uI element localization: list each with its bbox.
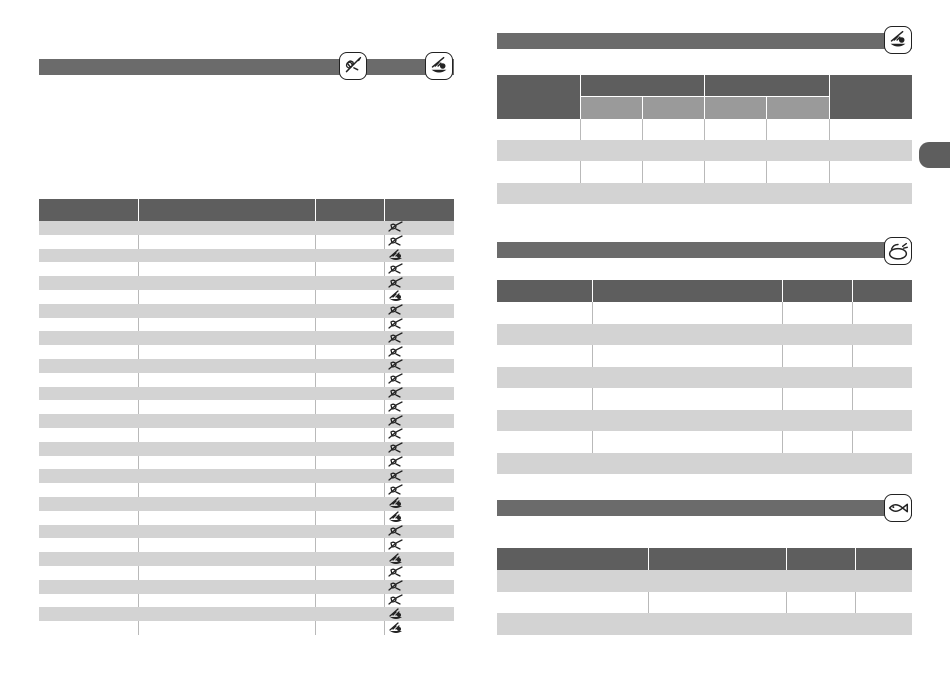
right-section-2-bar	[497, 242, 912, 258]
vegetable-icon	[339, 52, 367, 80]
grain-bowl-icon	[425, 52, 453, 80]
grain-bowl-icon	[884, 26, 912, 54]
right-section-1-bar	[497, 33, 912, 49]
cell-divider	[315, 262, 316, 276]
cell-divider	[384, 318, 385, 332]
cell-divider	[138, 483, 139, 497]
header-hline	[580, 96, 829, 97]
cell-divider	[315, 511, 316, 525]
grain-icon	[387, 608, 405, 621]
cell-divider	[766, 119, 767, 140]
fish-icon	[884, 494, 912, 522]
cell-divider	[384, 511, 385, 525]
cell-divider	[138, 373, 139, 387]
table-row	[497, 570, 912, 592]
right-table-2-header	[497, 280, 912, 302]
cell-divider	[829, 119, 830, 140]
cell-divider	[384, 345, 385, 359]
cell-divider	[786, 592, 787, 613]
header-divider	[786, 548, 787, 570]
cell-divider	[138, 511, 139, 525]
header-divider	[592, 280, 593, 302]
left-table-header	[39, 199, 454, 221]
header-divider	[829, 75, 830, 119]
vegetable-icon	[387, 456, 405, 469]
cell-divider	[384, 262, 385, 276]
cell-divider	[829, 161, 830, 183]
cell-divider	[315, 318, 316, 332]
cell-divider	[642, 161, 643, 183]
cell-divider	[704, 119, 705, 140]
grain-icon	[387, 622, 405, 635]
vegetable-icon	[387, 525, 405, 538]
vegetable-icon	[387, 442, 405, 455]
vegetable-icon	[387, 373, 405, 386]
cell-divider	[384, 594, 385, 608]
cell-divider	[782, 302, 783, 324]
vegetable-icon	[387, 594, 405, 607]
cell-divider	[138, 566, 139, 580]
cell-divider	[766, 161, 767, 183]
header-divider	[648, 548, 649, 570]
cell-divider	[782, 388, 783, 410]
vegetable-icon	[387, 235, 405, 248]
grain-icon	[387, 249, 405, 262]
cell-divider	[315, 483, 316, 497]
cell-divider	[384, 483, 385, 497]
cell-divider	[384, 566, 385, 580]
table-row	[497, 367, 912, 389]
cell-divider	[782, 431, 783, 453]
grain-icon	[387, 553, 405, 566]
header-divider	[782, 280, 783, 302]
cell-divider	[138, 318, 139, 332]
grain-icon	[387, 511, 405, 524]
cell-divider	[315, 373, 316, 387]
header-divider	[580, 75, 581, 119]
table-row	[497, 302, 912, 324]
cell-divider	[138, 538, 139, 552]
left-header-divider	[138, 199, 139, 221]
cell-divider	[704, 161, 705, 183]
cell-divider	[138, 262, 139, 276]
cell-divider	[852, 388, 853, 410]
table-row	[497, 183, 912, 204]
cell-divider	[315, 345, 316, 359]
cell-divider	[384, 373, 385, 387]
cell-divider	[138, 235, 139, 249]
cell-divider	[384, 538, 385, 552]
vegetable-icon	[387, 332, 405, 345]
vegetable-icon	[387, 580, 405, 593]
cell-divider	[592, 302, 593, 324]
table-row	[497, 592, 912, 613]
cell-divider	[852, 302, 853, 324]
vegetable-icon	[387, 428, 405, 441]
cell-divider	[384, 428, 385, 442]
table-row	[497, 324, 912, 346]
cell-divider	[852, 345, 853, 367]
cell-divider	[782, 345, 783, 367]
cell-divider	[138, 345, 139, 359]
cell-divider	[138, 290, 139, 304]
vegetable-icon	[387, 359, 405, 372]
vegetable-icon	[387, 401, 405, 414]
cell-divider	[580, 161, 581, 183]
cell-divider	[315, 235, 316, 249]
page-edge-tab	[919, 142, 950, 168]
table-row	[497, 431, 912, 453]
cell-divider	[315, 456, 316, 470]
table-row	[497, 345, 912, 367]
cell-divider	[384, 235, 385, 249]
cell-divider	[138, 428, 139, 442]
cell-divider	[315, 290, 316, 304]
cell-divider	[138, 594, 139, 608]
vegetable-icon	[387, 470, 405, 483]
cell-divider	[592, 431, 593, 453]
vegetable-icon	[387, 539, 405, 552]
vegetable-icon	[387, 221, 405, 234]
poultry-icon	[884, 237, 912, 265]
cell-divider	[592, 388, 593, 410]
cell-divider	[648, 592, 649, 613]
vegetable-icon	[387, 387, 405, 400]
table-row	[497, 613, 912, 635]
vegetable-icon	[387, 318, 405, 331]
vegetable-icon	[387, 415, 405, 428]
cell-divider	[852, 431, 853, 453]
left-section-bar	[39, 59, 454, 75]
right-table-3-header	[497, 548, 912, 570]
table-row	[497, 140, 912, 161]
cell-divider	[384, 290, 385, 304]
vegetable-icon	[387, 346, 405, 359]
table-row	[497, 453, 912, 475]
cell-divider	[315, 428, 316, 442]
cell-divider	[315, 566, 316, 580]
vegetable-icon	[387, 263, 405, 276]
cell-divider	[384, 621, 385, 635]
cell-divider	[384, 456, 385, 470]
vegetable-icon	[387, 277, 405, 290]
header-divider	[766, 97, 767, 119]
cell-divider	[580, 119, 581, 140]
vegetable-icon	[387, 484, 405, 497]
header-divider	[642, 97, 643, 119]
cell-divider	[138, 456, 139, 470]
cell-divider	[315, 594, 316, 608]
vegetable-icon	[387, 566, 405, 579]
cell-divider	[855, 592, 856, 613]
grain-icon	[387, 290, 405, 303]
cell-divider	[315, 621, 316, 635]
grain-icon	[387, 497, 405, 510]
cell-divider	[315, 538, 316, 552]
cell-divider	[138, 621, 139, 635]
left-header-divider	[384, 199, 385, 221]
cell-divider	[384, 400, 385, 414]
right-section-3-bar	[497, 500, 912, 516]
cell-divider	[592, 345, 593, 367]
header-divider	[852, 280, 853, 302]
cell-divider	[315, 400, 316, 414]
table-row	[497, 410, 912, 432]
header-divider	[855, 548, 856, 570]
header-divider	[704, 75, 705, 119]
cell-divider	[642, 119, 643, 140]
cell-divider	[138, 400, 139, 414]
table-row	[497, 388, 912, 410]
left-header-divider	[315, 199, 316, 221]
vegetable-icon	[387, 304, 405, 317]
